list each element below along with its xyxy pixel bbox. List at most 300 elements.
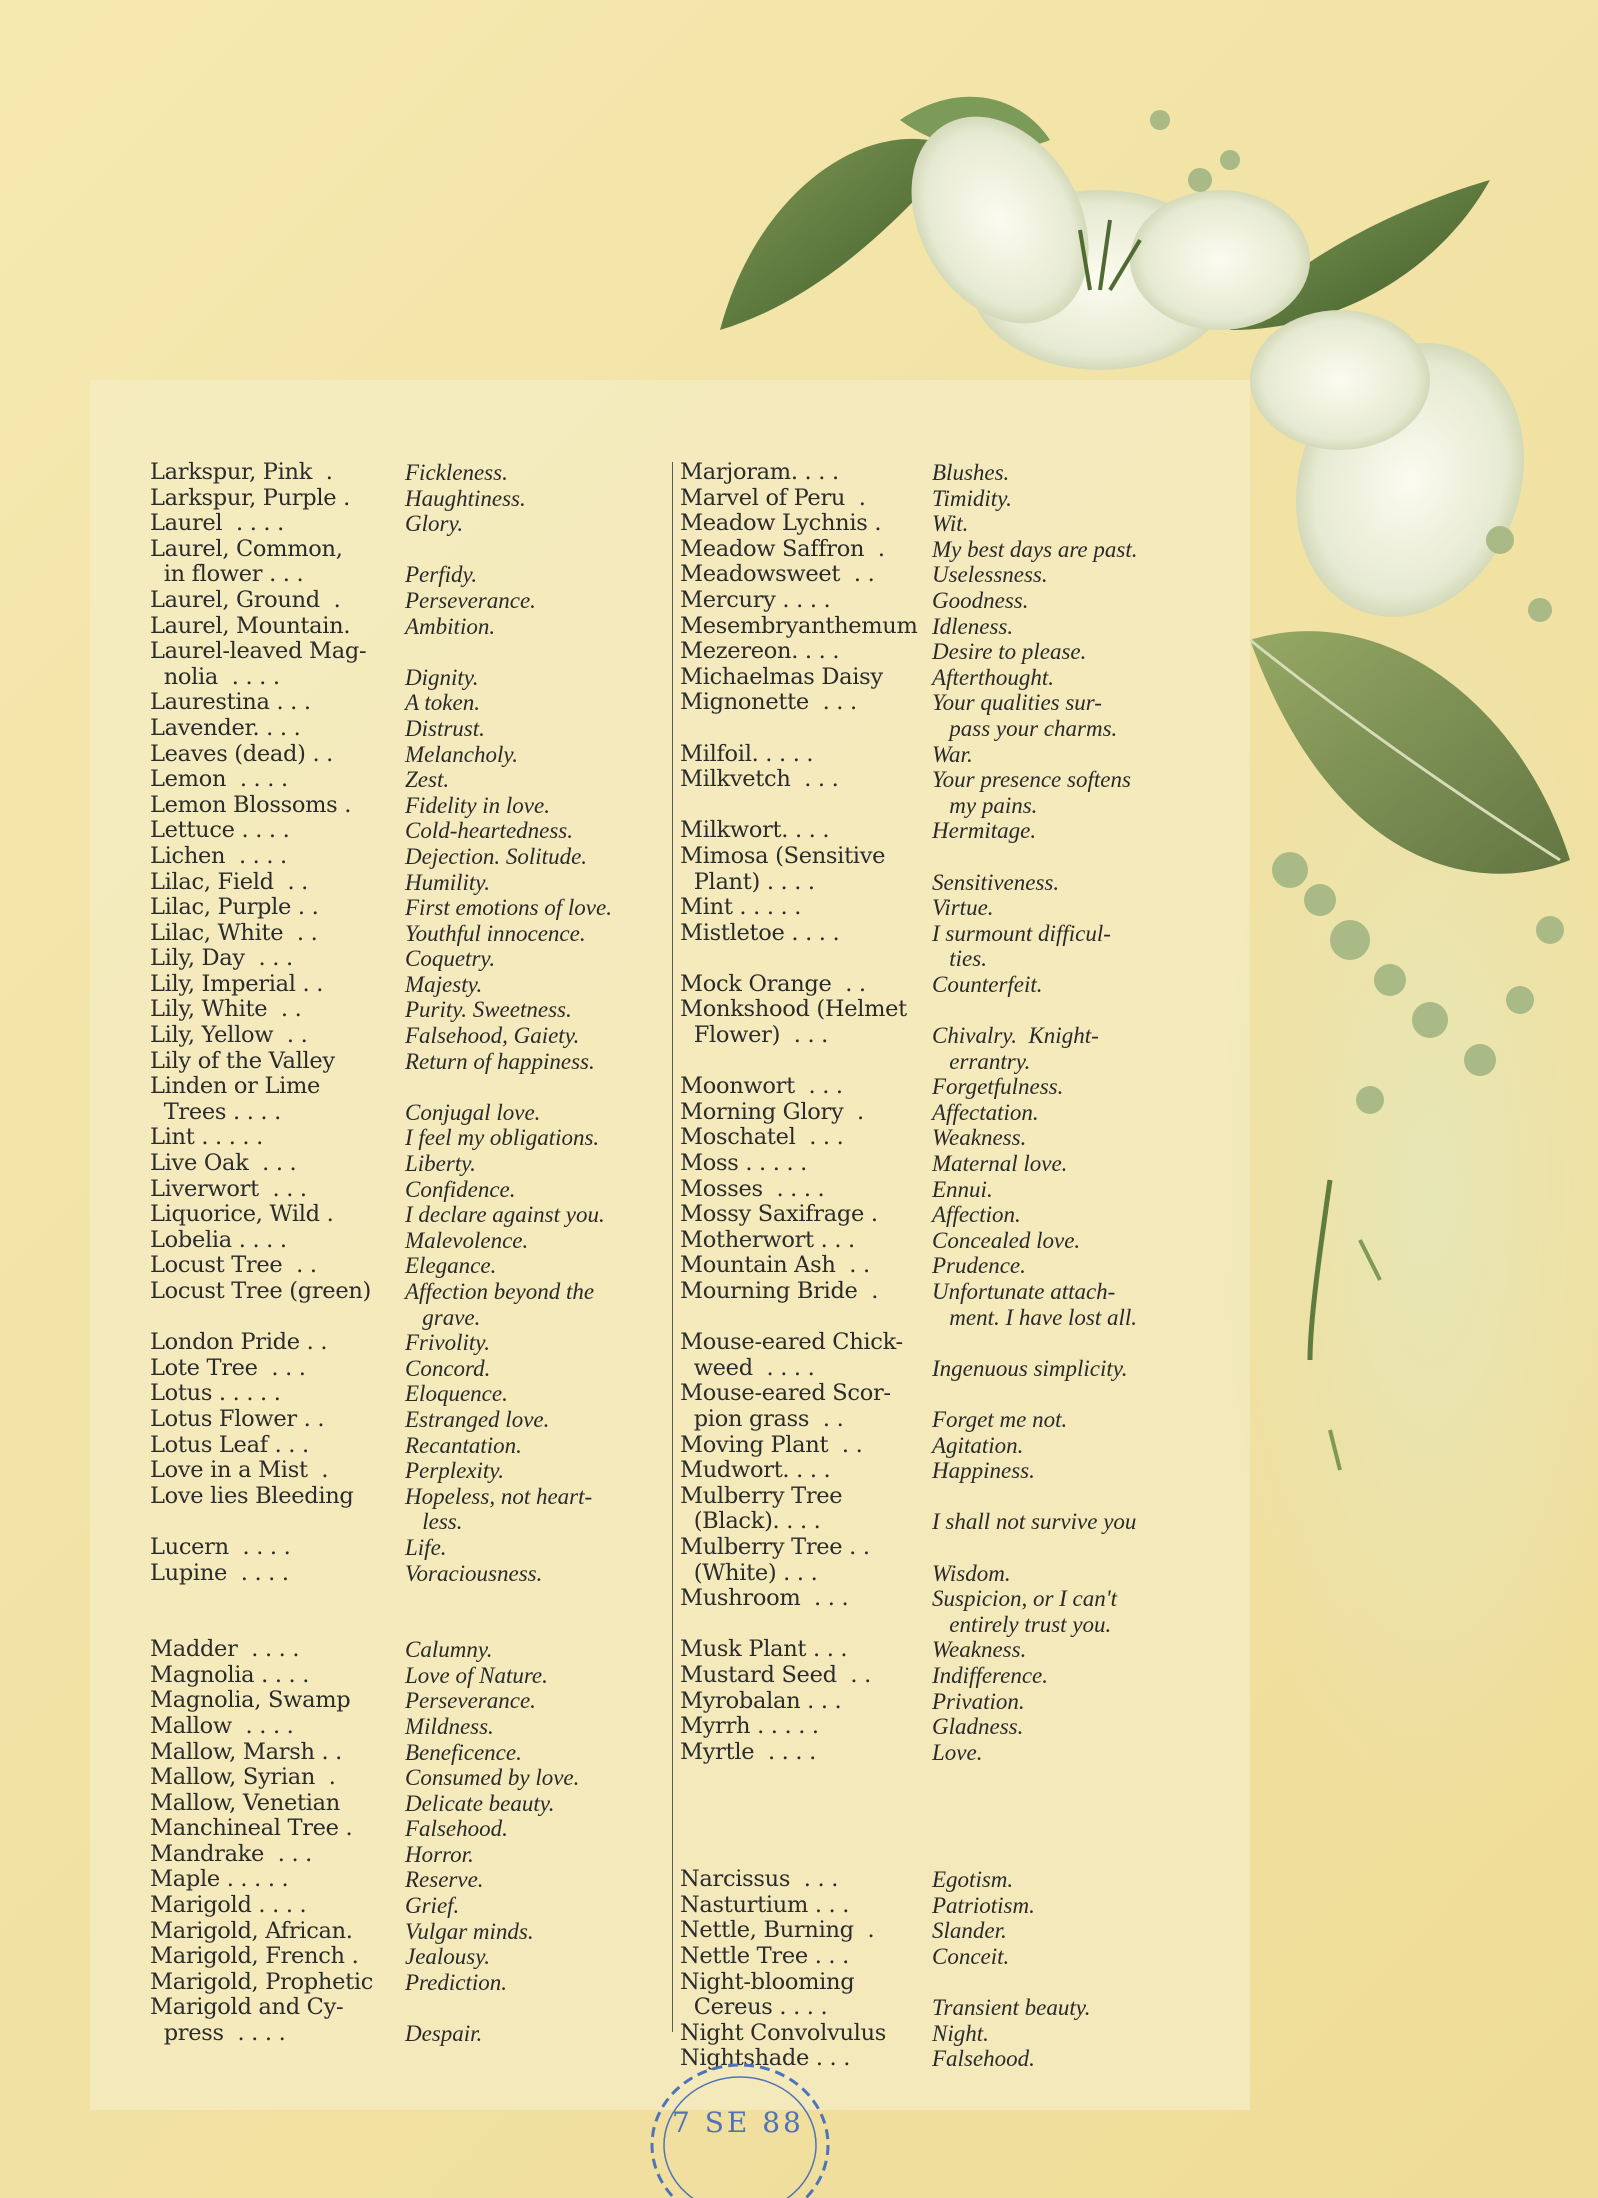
plant-name: Love lies Bleeding [150,1482,354,1509]
plant-name: Meadowsweet . . [680,561,875,588]
plant-meaning: errantry. [932,1048,1031,1074]
plant-name: Cereus . . . . [680,1994,828,2021]
plant-meaning: Fickleness. [405,460,508,485]
plant-name: Meadow Saffron . [680,535,885,562]
plant-name: Mouse-eared Chick- [680,1329,903,1356]
plant-name: Lotus . . . . . [150,1380,281,1407]
plant-name [150,1509,405,1535]
plant-name: Lucern . . . . [150,1533,291,1560]
plant-name: Marigold, Prophetic [150,1968,374,1995]
plant-name: Meadow Lychnis . [680,510,882,537]
dictionary-entry [150,1074,670,1100]
plant-name: Milkvetch . . . [680,766,839,793]
plant-name: Night Convolvulus [680,2019,887,2046]
left-column [150,460,670,2047]
dictionary-entry [150,844,670,870]
plant-name: Laurel, Ground . [150,586,341,613]
stem-shape [1310,1180,1330,1360]
plant-name: Lavender. . . . [150,714,301,741]
plant-meaning: Happiness. [932,1458,1035,1484]
plant-meaning: Idleness. [932,613,1014,639]
leaf-shape [1250,631,1570,874]
plant-meaning [405,1995,670,2021]
plant-name: Michaelmas Daisy [680,663,883,690]
plant-name: Mesembryanthemum [680,612,918,639]
plant-meaning: Egotism. [932,1867,1014,1893]
plant-meaning: Concealed love. [932,1227,1081,1253]
plant-name: Lily, Imperial . . [150,970,324,997]
plant-meaning: Patriotism. [932,1892,1035,1918]
plant-meaning: Life. [405,1534,447,1560]
plant-meaning: Ingenuous simplicity. [932,1355,1128,1381]
dictionary-entry [150,793,670,819]
plant-meaning: Love. [932,1739,983,1765]
plant-name: Nettle, Burning . [680,1917,875,1944]
plant-name: Nasturtium . . . [680,1891,850,1918]
dictionary-entry [680,639,1200,665]
dictionary-entry [680,870,1200,896]
dictionary-entry [680,1433,1200,1459]
dictionary-entry [680,1484,1200,1510]
plant-name: Mushroom . . . [680,1585,849,1612]
dictionary-entry [150,1740,670,1766]
leaf-vein [1250,640,1560,860]
plant-meaning: Confidence. [405,1176,516,1202]
plant-meaning: Ennui. [932,1176,993,1202]
plant-name: Moss . . . . . [680,1150,807,1177]
plant-name: Lote Tree . . . [150,1354,306,1381]
plant-meaning: I feel my obligations. [405,1125,600,1151]
dictionary-entry [150,1637,670,1663]
dictionary-entry [680,1253,1200,1279]
plant-meaning: First emotions of love. [405,895,612,921]
dictionary-entry [680,1714,1200,1740]
dictionary-entry [150,690,670,716]
dictionary-entry [680,460,1200,486]
dictionary-entry [680,1356,1200,1382]
plant-name: weed . . . . [680,1354,815,1381]
dictionary-entry [150,972,670,998]
dictionary-entry [680,1893,1200,1919]
section-gap [150,1586,670,1637]
plant-meaning: I declare against you. [405,1202,605,1228]
dictionary-entry [680,1612,1200,1638]
stamen-shape [1080,220,1140,290]
plant-name: Marigold . . . . [150,1892,307,1919]
plant-name: Mallow . . . . [150,1712,294,1739]
plant-meaning: Mildness. [405,1713,494,1739]
plant-name: (White) . . . [680,1559,818,1586]
dictionary-entry [150,665,670,691]
plant-name: Mercury . . . . [680,586,831,613]
plant-name: Milkwort. . . . [680,817,830,844]
plant-meaning: Hopeless, not heart- [405,1483,593,1509]
plant-name: Mock Orange . . [680,970,866,997]
plant-meaning [932,1330,1200,1356]
plant-meaning: Desire to please. [932,639,1087,665]
plant-name: Mint . . . . . [680,894,802,921]
plant-meaning: Weakness. [932,1637,1027,1663]
plant-meaning: Conceit. [932,1944,1010,1970]
plant-name: Live Oak . . . [150,1150,297,1177]
plant-name [680,1049,932,1075]
plant-meaning: Agitation. [932,1432,1024,1458]
column-divider [672,462,673,2032]
dictionary-entry [150,537,670,563]
plant-name: Mimosa (Sensitive [680,842,886,869]
dictionary-entry [150,1305,670,1331]
plant-name: Mouse-eared Scor- [680,1380,891,1407]
plant-name [680,793,932,819]
dictionary-entry [680,1202,1200,1228]
dictionary-entry [150,1177,670,1203]
plant-name: Narcissus . . . [680,1866,839,1893]
plant-meaning: Love of Nature. [405,1662,548,1688]
section-gap [680,1816,1200,1867]
dictionary-entry [680,1561,1200,1587]
plant-meaning: Despair. [405,2021,483,2047]
dictionary-entry [680,690,1200,716]
plant-meaning: Frivolity. [405,1330,490,1356]
plant-meaning [405,639,670,665]
plant-name: Moschatel . . . [680,1124,844,1151]
dictionary-entry [150,511,670,537]
plant-name: Marigold, French . [150,1943,359,1970]
plant-name: Liquorice, Wild . [150,1201,334,1228]
dictionary-entry [150,1279,670,1305]
dictionary-entry [150,1791,670,1817]
plant-name: Flower) . . . [680,1022,829,1049]
dictionary-entry [150,1049,670,1075]
plant-meaning: Transient beauty. [932,1995,1091,2021]
dictionary-entry [680,1918,1200,1944]
plant-meaning [932,844,1200,870]
plant-name: Maple . . . . . [150,1866,289,1893]
plant-meaning: pass your charms. [932,715,1118,741]
plant-meaning: Malevolence. [405,1227,529,1253]
plant-meaning: Glory. [405,511,464,537]
leaf-shape [900,97,1050,151]
dictionary-entry [680,1125,1200,1151]
plant-meaning: Goodness. [932,587,1029,613]
dictionary-entry [680,1023,1200,1049]
plant-name: Lily, Day . . . [150,945,293,972]
plant-meaning: Uselessness. [932,562,1048,588]
plant-meaning: Recantation. [405,1432,522,1458]
plant-name: Laurel, Mountain. [150,612,351,639]
dictionary-entry [680,1228,1200,1254]
plant-meaning: Delicate beauty. [405,1790,555,1816]
plant-meaning: Concord. [405,1355,491,1381]
plant-meaning [932,1381,1200,1407]
dictionary-entry [150,639,670,665]
dictionary-entry [150,1663,670,1689]
plant-name: Lilac, Field . . [150,868,309,895]
dictionary-entry [150,1919,670,1945]
plant-meaning: my pains. [932,792,1038,818]
plant-name: Liverwort . . . [150,1175,307,1202]
plant-meaning: Blushes. [932,460,1010,485]
dictionary-entry [150,1995,670,2021]
plant-name: Mandrake . . . [150,1840,313,1867]
dictionary-entry [150,1484,670,1510]
dictionary-entry [150,742,670,768]
plant-meaning: Perseverance. [405,1688,536,1714]
plant-name: Magnolia . . . . [150,1661,310,1688]
dictionary-entry [680,1970,1200,1996]
plant-meaning: Elegance. [405,1253,497,1279]
plant-name: Mourning Bride . [680,1278,879,1304]
plant-name: Monkshood (Helmet [680,996,907,1023]
dictionary-entry [150,870,670,896]
plant-meaning: Hermitage. [932,818,1037,844]
plant-meaning: Weakness. [932,1125,1027,1151]
dictionary-entry [150,1151,670,1177]
plant-name: nolia . . . . [150,663,280,690]
plant-name: Mallow, Marsh . . [150,1738,343,1765]
dictionary-entry [680,1689,1200,1715]
plant-meaning: Affectation. [932,1099,1039,1125]
dictionary-entry [150,486,670,512]
stem-shape [1330,1240,1380,1470]
plant-meaning: Calumny. [405,1637,493,1663]
plant-meaning: Your qualities sur- [932,690,1102,716]
plant-meaning: Privation. [932,1688,1025,1714]
plant-meaning: Dejection. Solitude. [405,843,588,869]
dictionary-entry [150,716,670,742]
plant-meaning: Prediction. [405,1969,507,1995]
plant-meaning: Gladness. [932,1714,1024,1740]
plant-meaning: Virtue. [932,895,994,921]
dictionary-entry [680,665,1200,691]
stamp-date: 7 SE 88 [672,2106,804,2139]
plant-meaning: Beneficence. [405,1739,522,1765]
plant-name: Musk Plant . . . [680,1636,848,1663]
plant-meaning: Forget me not. [932,1406,1068,1432]
plant-name: Laurel . . . . [150,510,284,537]
dictionary-entry [680,1509,1200,1535]
dictionary-entry [150,1714,670,1740]
plant-name: Locust Tree (green) [150,1278,372,1304]
plant-name: Myrrh . . . . . [680,1713,819,1740]
plant-name: Mustard Seed . . [680,1661,871,1688]
plant-name: Lotus Leaf . . . [150,1431,309,1458]
plant-name: Morning Glory . [680,1098,864,1125]
dictionary-entry [150,1688,670,1714]
plant-name: Madder . . . . [150,1636,300,1663]
plant-meaning: Vulgar minds. [405,1918,534,1944]
dictionary-entry [680,1151,1200,1177]
dictionary-entry [150,1356,670,1382]
petal-shape [1259,311,1561,649]
petal-shape [1130,190,1310,330]
plant-name: Larkspur, Purple . [150,484,350,511]
plant-name: Marigold, African. [150,1917,353,1944]
plant-meaning: Cold-heartedness. [405,818,574,844]
dictionary-entry [150,2021,670,2047]
plant-name: Mistletoe . . . . [680,919,840,946]
dictionary-entry [680,742,1200,768]
dictionary-entry [150,1228,670,1254]
dictionary-entry [150,1765,670,1791]
dictionary-entry [680,1100,1200,1126]
dictionary-entry [680,818,1200,844]
plant-meaning: Falsehood. [932,2046,1035,2072]
dictionary-entry [680,1458,1200,1484]
dictionary-entry [680,1279,1200,1305]
dictionary-entry [150,1407,670,1433]
plant-meaning: Purity. Sweetness. [405,997,572,1023]
dictionary-entry [150,460,670,486]
dictionary-entry [680,1663,1200,1689]
dictionary-entry [680,946,1200,972]
plant-meaning: Maternal love. [932,1151,1068,1177]
plant-meaning: Perseverance. [405,587,536,613]
plant-meaning: My best days are past. [932,536,1138,562]
plant-name: Moving Plant . . [680,1431,863,1458]
plant-meaning: Reserve. [405,1867,484,1893]
plant-meaning: Wisdom. [932,1560,1011,1586]
plant-name: Myrobalan . . . [680,1687,842,1714]
plant-name: Milfoil. . . . . [680,740,814,767]
dictionary-entry [680,1740,1200,1766]
plant-meaning: Horror. [405,1841,474,1867]
plant-meaning: Melancholy. [405,741,519,767]
dictionary-entry [150,895,670,921]
dictionary-entry [680,844,1200,870]
plant-name: Lily, Yellow . . [150,1022,308,1049]
plant-name: London Pride . . [150,1329,328,1356]
plant-meaning: Majesty. [405,971,483,997]
plant-name: Mosses . . . . [680,1175,825,1202]
dictionary-entry [150,767,670,793]
dictionary-entry [150,562,670,588]
plant-meaning: Consumed by love. [405,1765,580,1791]
dictionary-entry [680,972,1200,998]
plant-name: Myrtle . . . . [680,1738,816,1765]
plant-meaning: ment. I have lost all. [932,1304,1138,1330]
plant-name: Mudwort. . . . [680,1457,831,1484]
dictionary-entry [680,537,1200,563]
plant-meaning: Perfidy. [405,562,478,588]
plant-meaning: Indifference. [932,1662,1049,1688]
dictionary-entry [680,1944,1200,1970]
plant-name: Lint . . . . . [150,1124,263,1151]
dictionary-entry [680,1049,1200,1075]
plant-meaning: I surmount difficul- [932,920,1111,946]
dictionary-entry [680,588,1200,614]
plant-name: Lilac, Purple . . [150,894,319,921]
plant-name: Marjoram. . . . [680,459,839,485]
plant-name: Moonwort . . . [680,1073,843,1100]
petal-shape [876,85,1125,356]
plant-meaning: Prudence. [932,1253,1026,1279]
plant-meaning: Return of happiness. [405,1048,595,1074]
dictionary-entry [150,1509,670,1535]
dictionary-entry [150,818,670,844]
right-column [680,460,1200,2072]
dictionary-entry [150,1893,670,1919]
dictionary-entry [680,1074,1200,1100]
dictionary-entry [680,562,1200,588]
dictionary-entry [680,895,1200,921]
dictionary-entry [150,1867,670,1893]
plant-name [680,946,932,972]
plant-name: Lichen . . . . [150,842,287,869]
plant-name: Laurel, Common, [150,535,343,562]
dictionary-entry [150,1535,670,1561]
dictionary-entry [680,1177,1200,1203]
plant-meaning: Perplexity. [405,1458,504,1484]
dictionary-entry [680,1867,1200,1893]
dictionary-entry [680,1381,1200,1407]
dictionary-entry [680,1995,1200,2021]
plant-name: Larkspur, Pink . [150,459,333,485]
dictionary-entry [150,1202,670,1228]
plant-name: Locust Tree . . [150,1252,317,1279]
dictionary-entry [680,793,1200,819]
plant-meaning: War. [932,741,973,767]
dictionary-entry [680,767,1200,793]
dictionary-entry [150,921,670,947]
plant-name: Lilac, White . . [150,919,318,946]
plant-name: press . . . . [150,2020,286,2047]
plant-name: Mulberry Tree [680,1482,843,1509]
dictionary-entry [680,1330,1200,1356]
plant-name: Manchineal Tree . [150,1815,353,1842]
plant-name: Night-blooming [680,1968,855,1995]
plant-name: Laurel-leaved Mag- [150,638,367,665]
section-gap [680,1765,1200,1816]
plant-name: Marigold and Cy- [150,1994,344,2021]
plant-name: Lotus Flower . . [150,1405,325,1432]
plant-meaning: Sensitiveness. [932,869,1060,895]
dictionary-entry [150,1944,670,1970]
dictionary-entry [150,1100,670,1126]
plant-name: Mountain Ash . . [680,1252,870,1279]
plant-name: Plant) . . . . [680,868,815,895]
plant-name: Linden or Lime [150,1073,321,1100]
plant-meaning: Suspicion, or I can't [932,1586,1118,1612]
dictionary-entry [680,1586,1200,1612]
plant-name: Lily, White . . [150,996,302,1023]
plant-name [680,1305,932,1331]
green-wash [1210,580,1598,1820]
plant-meaning [932,997,1200,1023]
dictionary-entry [150,1253,670,1279]
plant-meaning [932,1535,1200,1561]
plant-name: Magnolia, Swamp [150,1687,351,1714]
plant-meaning: Chivalry. Knight- [932,1023,1099,1049]
dictionary-entry [680,921,1200,947]
plant-meaning: Jealousy. [405,1944,490,1970]
plant-meaning: Affection beyond the [405,1279,595,1304]
dictionary-entry [150,1561,670,1587]
dictionary-entry [150,1381,670,1407]
plant-meaning: Coquetry. [405,946,496,972]
plant-meaning: Ambition. [405,613,496,639]
plant-meaning [932,1484,1200,1510]
petal-shape [970,190,1230,370]
plant-meaning: Forgetfulness. [932,1074,1064,1100]
plant-meaning: Dignity. [405,664,479,690]
plant-meaning: Timidity. [932,485,1012,511]
plant-name: Love in a Mist . [150,1457,329,1484]
plant-meaning: Counterfeit. [932,971,1043,997]
plant-name: Trees . . . . [150,1098,281,1125]
dictionary-entry [150,1433,670,1459]
plant-name: Mossy Saxifrage . [680,1201,878,1228]
